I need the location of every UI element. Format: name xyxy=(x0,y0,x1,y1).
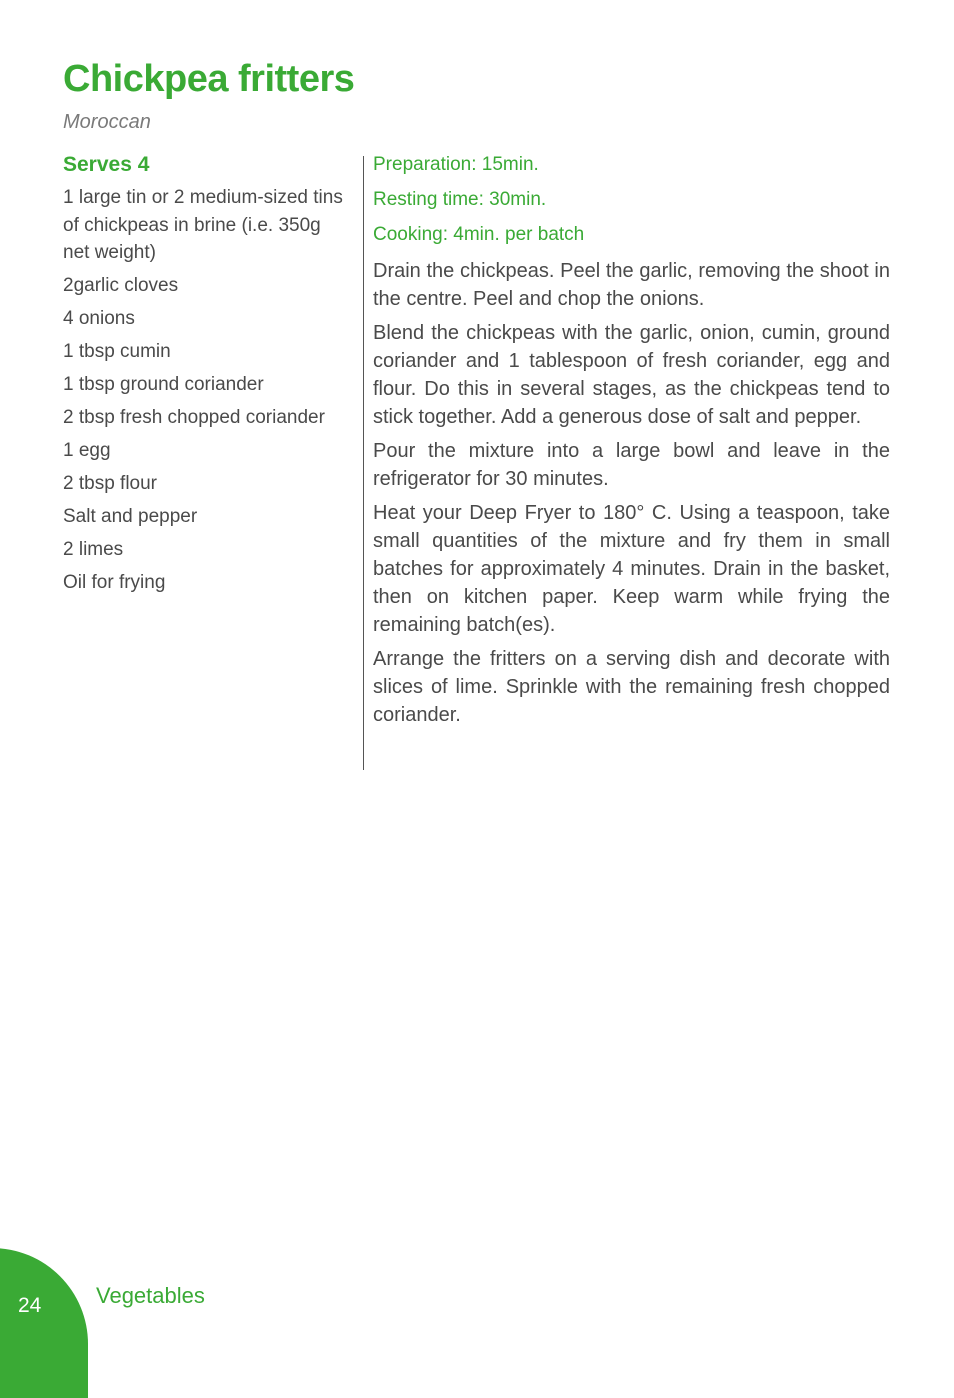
ingredient-item: Salt and pepper xyxy=(63,506,198,527)
ingredient-item: 1 large tin or 2 medium-sized tins of chickpeas in brine (i.e. 350g net weight) xyxy=(63,187,343,263)
ingredient-item: 1 egg xyxy=(63,440,111,461)
ingredient-item: 2 tbsp flour xyxy=(63,473,157,494)
column-divider xyxy=(363,156,364,770)
preparation-time: Preparation: 15min. xyxy=(373,154,539,175)
method-step: Drain the chickpeas. Peel the garlic, removing the shoot in the centre. Peel and chop the onions. xyxy=(373,260,890,310)
recipe-title: Chickpea fritters xyxy=(63,58,355,100)
ingredient-item: 2garlic cloves xyxy=(63,275,179,296)
ingredient-item: 2 tbsp fresh chopped coriander xyxy=(63,407,325,428)
method-step: Heat your Deep Fryer to 180° C. Using a teaspoon, take small quantities of the mixture and fry them in small batches for approximately 4 minutes. Drain in the basket, then on kitchen paper. Keep warm while frying the remaining batch(es). xyxy=(373,502,890,636)
method-steps xyxy=(373,257,890,729)
page-number: 24 xyxy=(18,1294,42,1317)
recipe-cuisine: Moroccan xyxy=(63,111,151,133)
method-step: Arrange the fritters on a serving dish and decorate with slices of lime. Sprinkle with the remaining fresh chopped coriander. xyxy=(373,648,890,726)
cooking-time: Cooking: 4min. per batch xyxy=(373,224,585,245)
ingredients-column xyxy=(63,150,348,602)
resting-time: Resting time: 30min. xyxy=(373,189,547,210)
ingredient-item: 2 limes xyxy=(63,539,124,560)
method-step: Blend the chickpeas with the garlic, onion, cumin, ground coriander and 1 tablespoon of fresh coriander, egg and flour. Do this in several stages, as the chickpeas tend to stick together. Add a generous dose of salt and pepper. xyxy=(373,322,890,428)
page-number-tab xyxy=(0,1248,88,1398)
section-name: Vegetables xyxy=(96,1283,205,1308)
method-step: Pour the mixture into a large bowl and leave in the refrigerator for 30 minutes. xyxy=(373,440,890,490)
method-column xyxy=(373,150,890,735)
ingredient-item: Oil for frying xyxy=(63,572,166,593)
ingredients-list xyxy=(63,184,348,597)
ingredient-item: 4 onions xyxy=(63,308,135,329)
serves-heading: Serves 4 xyxy=(63,153,150,176)
ingredient-item: 1 tbsp ground coriander xyxy=(63,374,264,395)
ingredient-item: 1 tbsp cumin xyxy=(63,341,171,362)
